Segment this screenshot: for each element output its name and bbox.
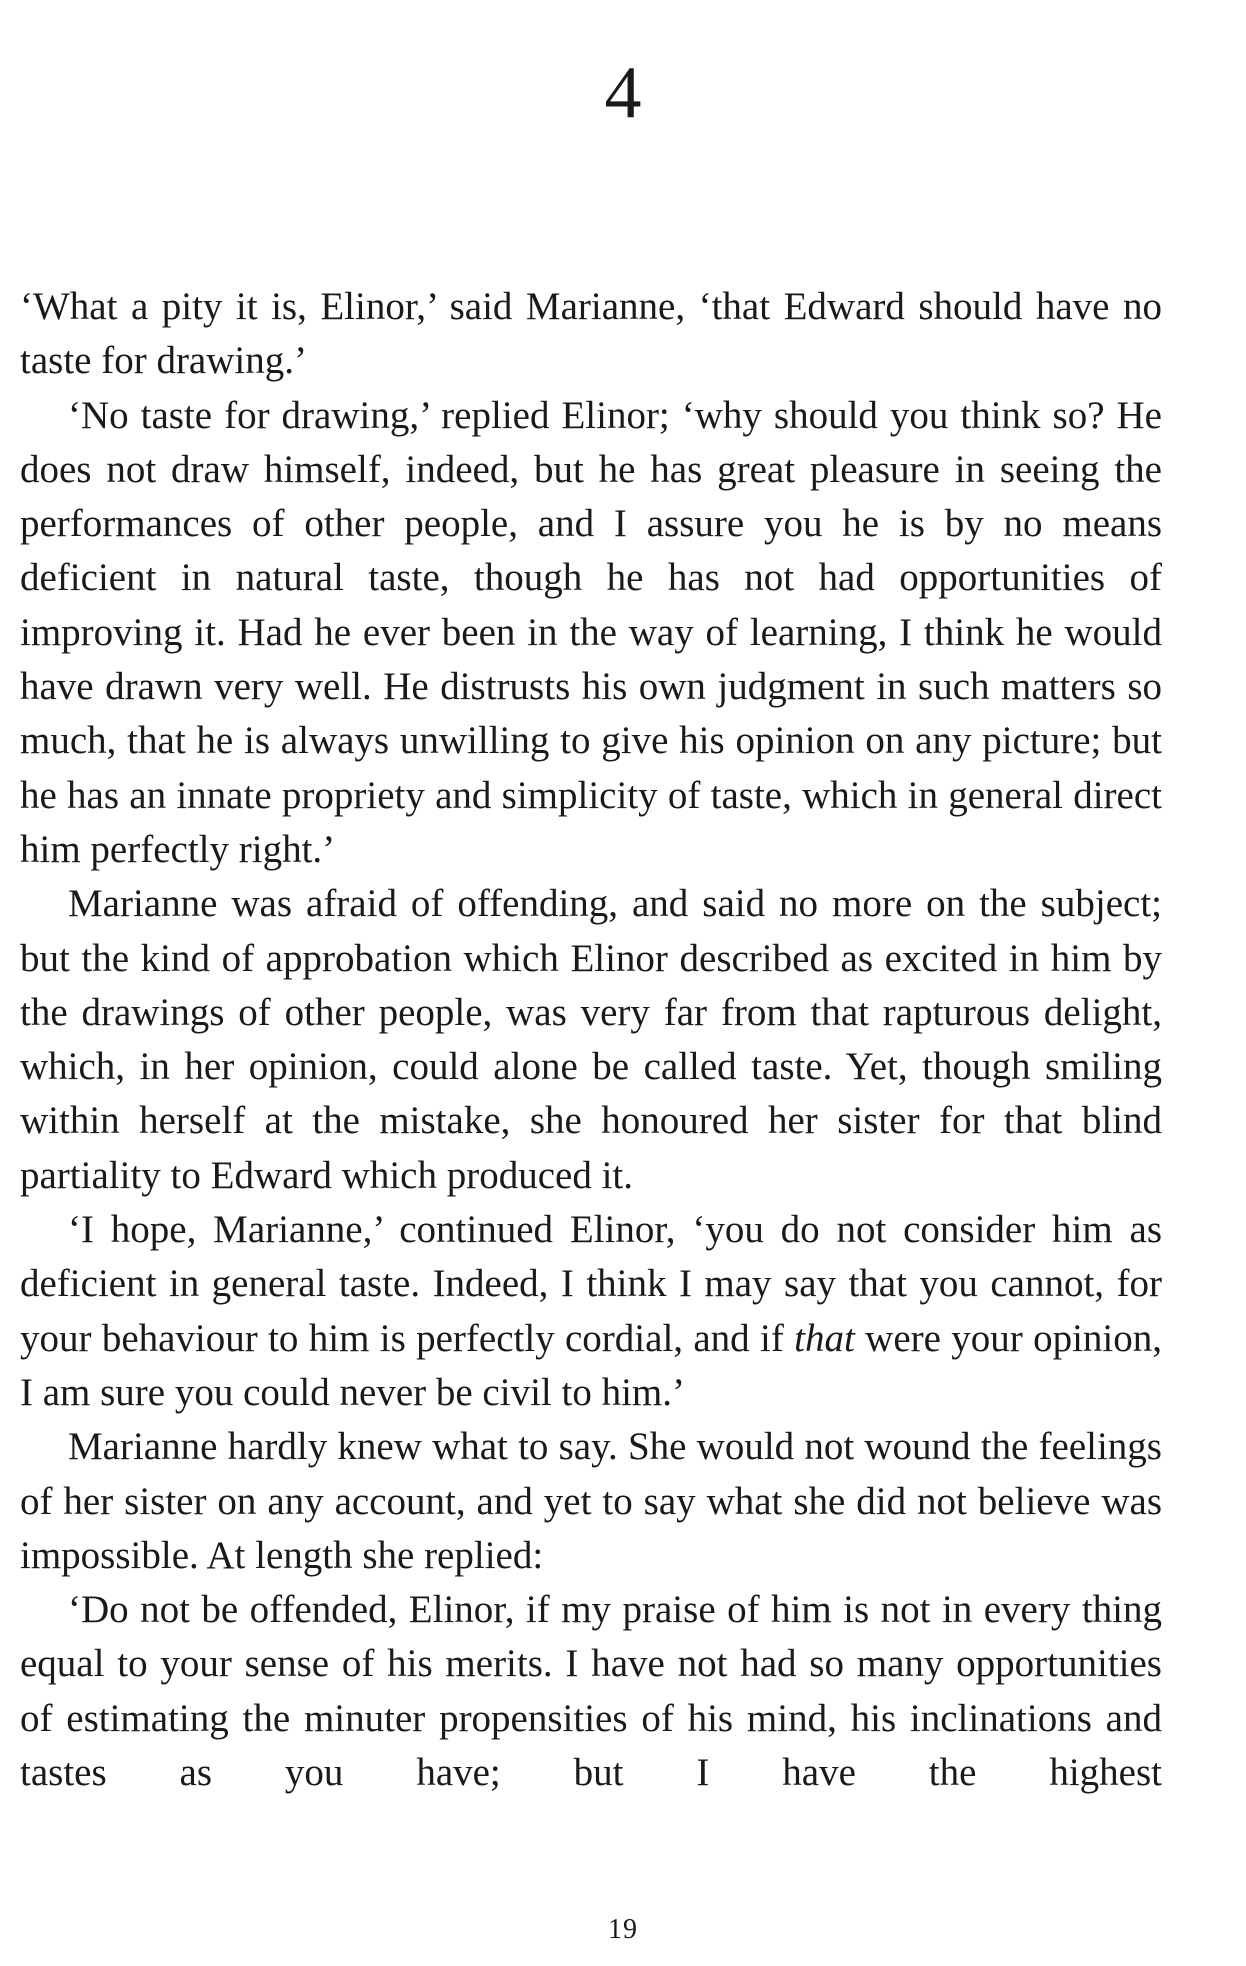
paragraph-4-text-after: were your opinion, I am sure you could never be civil to him.’ [20,1316,1162,1414]
paragraph-5: Marianne hardly knew what to say. She would not wound the feelings of her sister on any account, and yet to say what she did not believe was impossible. At length she replied: [20,1425,1162,1577]
chapter-number: 4 [604,52,642,134]
paragraph-6: ‘Do not be offended, Elinor, if my praise of him is not in every thing equal to your sense of his merits. I have not had so many opportunities of estimating the minuter propensities of his mind, his inclinations and tastes as you have; but I have the highest [20,1588,1162,1795]
paragraph-1: ‘What a pity it is, Elinor,’ said Marianne, ‘that Edward should have no taste for drawing.’ [20,285,1162,383]
paragraph-4-text-before: ‘I hope, Marianne,’ continued Elinor, ‘you do not consider him as deficient in general taste. Indeed, I think I may say that you cannot, for your behaviour to him is perfectly cordial, and if [20,1208,1162,1360]
paragraph-2: ‘No taste for drawing,’ replied Elinor; ‘why should you think so? He does not draw himself, indeed, but he has great pleasure in seeing the performances of other people, and I assure you he is by no means deficient in natural taste, though he has not had opportunities of improving it. Had he ever been in the way of learning, I think he would have drawn very well. He distrusts his own judgment in such matters so much, that he is always unwilling to give his opinion on any picture; but he has an innate propriety and simplicity of taste, which in general direct him perfectly right.’ [20,393,1162,871]
page-number: 19 [608,1914,638,1945]
body-text [20,280,1162,1800]
emphasis-that: that [794,1316,855,1360]
paragraph-4 [20,1203,1162,1420]
paragraph-3: Marianne was afraid of offending, and said no more on the subject; but the kind of approbation which Elinor described as excited in him by the drawings of other people, was very far from that rapturous delight, which, in her opinion, could alone be called taste. Yet, though smiling within herself at the mistake, she honoured her sister for that blind partiality to Edward which produced it. [20,882,1162,1197]
